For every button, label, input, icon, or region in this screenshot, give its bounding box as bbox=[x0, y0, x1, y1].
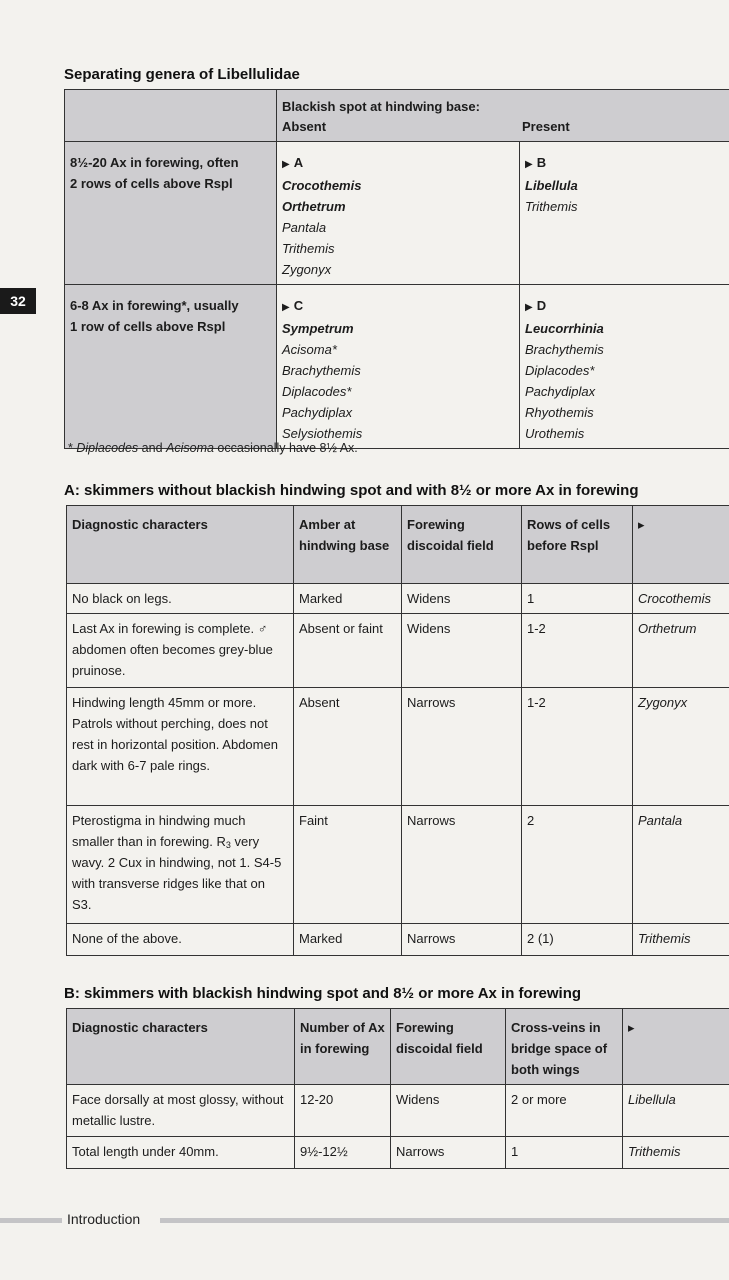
diagnostic-cell bbox=[67, 806, 294, 924]
amber-cell: Faint bbox=[294, 806, 402, 924]
genus-cell: Crocothemis bbox=[633, 584, 729, 614]
footnote-star: * bbox=[68, 441, 77, 455]
amber-cell: Absent bbox=[294, 688, 402, 806]
genus-bold: Sympetrum bbox=[282, 321, 354, 336]
pointer-arrow-icon: ▶ bbox=[282, 302, 290, 313]
genus-italic: Zygonyx bbox=[282, 262, 332, 277]
overview-criterion-2 bbox=[65, 285, 277, 449]
field-cell: Narrows bbox=[402, 806, 522, 924]
genus-italic: Diplacodes* bbox=[282, 384, 352, 399]
key-b bbox=[525, 152, 725, 175]
genus-italic: Selysiothemis bbox=[282, 426, 363, 441]
rows-cell: 1-2 bbox=[522, 688, 633, 806]
footer-rule bbox=[160, 1218, 729, 1223]
diagnostic-cell: None of the above. bbox=[67, 924, 294, 956]
diagnostic-cell: Face dorsally at most glossy, without metallic lustre. bbox=[67, 1085, 295, 1137]
table-a bbox=[66, 505, 729, 956]
table-b-header-arrow-icon: ▸ bbox=[623, 1009, 729, 1085]
genus-italic: Pantala bbox=[282, 220, 327, 235]
diagnostic-text: Pterostigma in hindwing much smaller than in forewing. R bbox=[72, 813, 246, 849]
overview-cell-b bbox=[520, 142, 729, 285]
diagnostic-cell: No black on legs. bbox=[67, 584, 294, 614]
key-a bbox=[282, 152, 514, 175]
field-cell: Narrows bbox=[402, 924, 522, 956]
table-row bbox=[67, 1137, 729, 1169]
genus-cell: Trithemis bbox=[633, 924, 729, 956]
genus-italic: Pachydiplax bbox=[525, 384, 596, 399]
genus-italic: Acisoma* bbox=[282, 342, 337, 357]
overview-cell-a bbox=[277, 142, 520, 285]
genus-cell: Orthetrum bbox=[633, 614, 729, 688]
footer-section-label: Introduction bbox=[67, 1211, 141, 1227]
genus-italic: Brachythemis bbox=[525, 342, 604, 357]
overview-criterion-1 bbox=[65, 142, 277, 285]
criterion-line: 8½-20 Ax in forewing, often bbox=[70, 155, 239, 170]
key-letter: B bbox=[536, 155, 547, 170]
overview-empty-cell bbox=[65, 90, 277, 142]
table-a-header-amber: Amber at hindwing base bbox=[294, 506, 402, 584]
key-letter: D bbox=[536, 298, 547, 313]
genus-italic: Brachythemis bbox=[282, 363, 361, 378]
diagnostic-cell: Total length under 40mm. bbox=[67, 1137, 295, 1169]
table-row bbox=[67, 924, 729, 956]
footnote-genus: Acisoma bbox=[166, 441, 214, 455]
table-b-header-cross: Cross-veins in bridge space of both wings bbox=[506, 1009, 623, 1085]
ax-cell: 9½-12½ bbox=[295, 1137, 391, 1169]
footnote-text: occasionally have 8½ Ax. bbox=[213, 441, 358, 455]
key-letter: A bbox=[293, 155, 304, 170]
table-row bbox=[67, 584, 729, 614]
overview-table bbox=[64, 89, 729, 449]
rows-cell: 2 (1) bbox=[522, 924, 633, 956]
genus-cell: Trithemis bbox=[623, 1137, 729, 1169]
rows-cell: 2 bbox=[522, 806, 633, 924]
field-cell: Widens bbox=[391, 1085, 506, 1137]
diagnostic-text: very wavy. 2 Cux in hindwing, not 1. S4-5 with transverse ridges like that on S3. bbox=[72, 834, 282, 912]
table-a-header-arrow-icon: ▸ bbox=[633, 506, 729, 584]
field-cell: Narrows bbox=[402, 688, 522, 806]
table-row bbox=[67, 806, 729, 924]
cross-cell: 1 bbox=[506, 1137, 623, 1169]
criterion-line: 1 row of cells above Rspl bbox=[70, 319, 226, 334]
overview-cell-c bbox=[277, 285, 520, 449]
overview-header-line1: Blackish spot at hindwing base: bbox=[282, 99, 480, 114]
amber-cell: Marked bbox=[294, 924, 402, 956]
pointer-arrow-icon: ▶ bbox=[525, 159, 533, 170]
footer-rule bbox=[0, 1218, 62, 1223]
genus-bold: Leucorrhinia bbox=[525, 321, 604, 336]
table-a-title: A: skimmers without blackish hindwing spot and with 8½ or more Ax in forewing bbox=[64, 482, 639, 499]
table-a-header-field: Forewing discoidal field bbox=[402, 506, 522, 584]
genus-italic: Trithemis bbox=[525, 199, 578, 214]
table-b-header-field: Forewing discoidal field bbox=[391, 1009, 506, 1085]
amber-cell: Marked bbox=[294, 584, 402, 614]
genus-bold: Orthetrum bbox=[282, 199, 346, 214]
key-d bbox=[525, 295, 725, 318]
genus-italic: Rhyothemis bbox=[525, 405, 594, 420]
criterion-line: 6-8 Ax in forewing*, usually bbox=[70, 298, 239, 313]
subscript: 3 bbox=[225, 840, 231, 850]
footnote-text: and bbox=[138, 441, 166, 455]
overview-footnote bbox=[68, 441, 358, 455]
amber-cell: Absent or faint bbox=[294, 614, 402, 688]
genus-italic: Diplacodes* bbox=[525, 363, 595, 378]
overview-cell-d bbox=[520, 285, 729, 449]
page-number: 32 bbox=[0, 288, 36, 314]
ax-cell: 12-20 bbox=[295, 1085, 391, 1137]
key-c bbox=[282, 295, 514, 318]
field-cell: Narrows bbox=[391, 1137, 506, 1169]
rows-cell: 1-2 bbox=[522, 614, 633, 688]
diagnostic-cell: Hindwing length 45mm or more. Patrols without perching, does not rest in horizontal position. Abdomen dark with 6-7 pale rings. bbox=[67, 688, 294, 806]
field-cell: Widens bbox=[402, 614, 522, 688]
overview-header-present: Present bbox=[522, 119, 570, 134]
genus-cell: Zygonyx bbox=[633, 688, 729, 806]
table-row bbox=[67, 614, 729, 688]
table-b-header-ax: Number of Ax in forewing bbox=[295, 1009, 391, 1085]
genus-cell: Pantala bbox=[633, 806, 729, 924]
genus-italic: Pachydiplax bbox=[282, 405, 353, 420]
key-letter: C bbox=[293, 298, 304, 313]
table-row bbox=[67, 1085, 729, 1137]
table-row bbox=[67, 688, 729, 806]
rows-cell: 1 bbox=[522, 584, 633, 614]
pointer-arrow-icon: ▶ bbox=[525, 302, 533, 313]
footnote-genus: Diplacodes bbox=[76, 441, 139, 455]
overview-header-absent: Absent bbox=[282, 119, 327, 134]
table-a-header-chars: Diagnostic characters bbox=[67, 506, 294, 584]
genus-bold: Libellula bbox=[525, 178, 578, 193]
diagnostic-cell: Last Ax in forewing is complete. ♂ abdomen often becomes grey-blue pruinose. bbox=[67, 614, 294, 688]
genus-bold: Crocothemis bbox=[282, 178, 362, 193]
table-b-header-chars: Diagnostic characters bbox=[67, 1009, 295, 1085]
pointer-arrow-icon: ▶ bbox=[282, 159, 290, 170]
table-a-header-rows: Rows of cells before Rspl bbox=[522, 506, 633, 584]
genus-cell: Libellula bbox=[623, 1085, 729, 1137]
page-footer bbox=[0, 1210, 729, 1232]
overview-title: Separating genera of Libellulidae bbox=[64, 66, 300, 83]
field-cell: Widens bbox=[402, 584, 522, 614]
criterion-line: 2 rows of cells above Rspl bbox=[70, 176, 233, 191]
overview-header bbox=[277, 90, 729, 142]
table-b bbox=[66, 1008, 729, 1169]
genus-italic: Trithemis bbox=[282, 241, 335, 256]
genus-italic: Urothemis bbox=[525, 426, 585, 441]
cross-cell: 2 or more bbox=[506, 1085, 623, 1137]
table-b-title: B: skimmers with blackish hindwing spot and 8½ or more Ax in forewing bbox=[64, 985, 582, 1002]
